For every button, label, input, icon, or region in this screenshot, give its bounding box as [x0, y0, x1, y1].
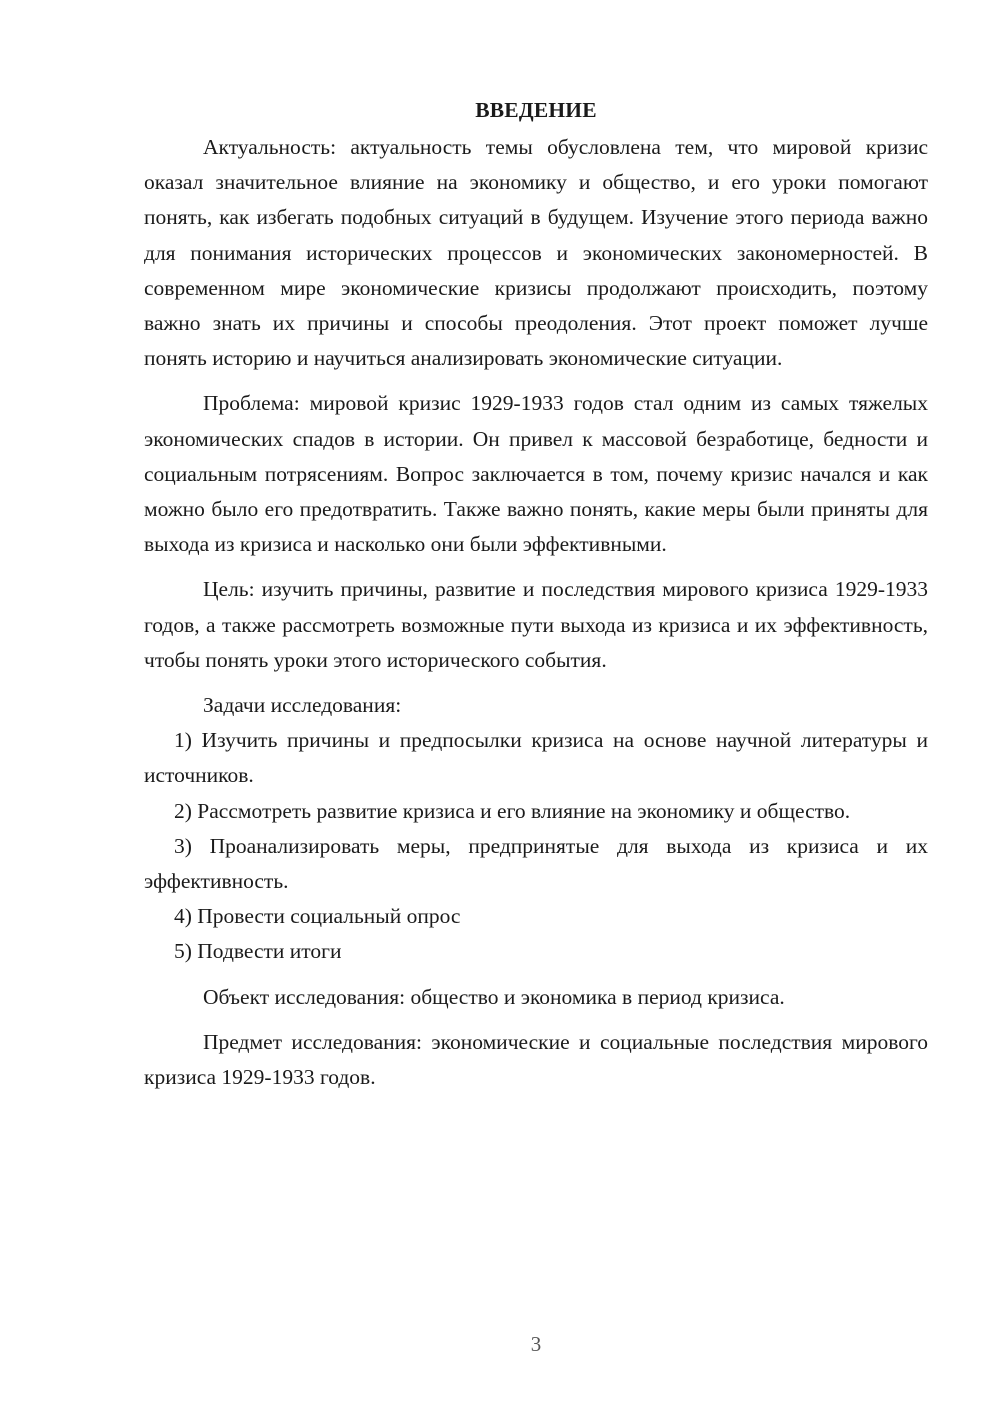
- paragraph-object: Объект исследования: общество и экономика в период кризиса.: [203, 984, 785, 1009]
- task-item-5: 5) Подвести итоги: [174, 939, 342, 964]
- paragraph-goal: Цель: изучить причины, развитие и последствия мирового кризиса 1929-1933 годов, а также рассмотреть возможные пути выхода из кризиса и их эффективность, чтобы понять уроки этого исторического события.: [144, 577, 928, 672]
- task-item-1: 1) Изучить причины и предпосылки кризиса на основе научной литературы и источников.: [144, 728, 928, 788]
- paragraph-problem: Проблема: мировой кризис 1929-1933 годов стал одним из самых тяжелых экономических спадов в истории. Он привел к массовой безработице, бедности и социальным потрясениям. Вопрос заключается в том, почему кризис начался и как можно было его предотвратить. Также важно понять, какие меры были приняты для выхода из кризиса и насколько они были эффективными.: [144, 391, 928, 557]
- paragraph-subject: Предмет исследования: экономические и социальные последствия мирового кризиса 1929-1933 годов.: [144, 1029, 928, 1090]
- page-number: 3: [530, 1332, 542, 1356]
- section-heading: ВВЕДЕНИЕ: [475, 98, 597, 122]
- paragraph-relevance: Актуальность: актуальность темы обусловлена тем, что мировой кризис оказал значительное влияние на экономику и общество, и его уроки помогают понять, как избегать подобных ситуаций в будущем. Изучение этого периода важно для понимания исторических процессов и экономических закономерностей. В современном мире экономические кризисы продолжают происходить, поэтому важно знать их причины и способы преодоления. Этот проект поможет лучше понять историю и научиться анализировать экономические ситуации.: [144, 135, 928, 371]
- tasks-title: Задачи исследования:: [203, 693, 402, 718]
- task-item-2: 2) Рассмотреть развитие кризиса и его влияние на экономику и общество.: [174, 798, 851, 823]
- task-item-4: 4) Провести социальный опрос: [174, 904, 461, 929]
- page-content: [144, 93, 928, 1095]
- task-item-3: 3) Проанализировать меры, предпринятые для выхода из кризиса и их эффективность.: [144, 833, 928, 894]
